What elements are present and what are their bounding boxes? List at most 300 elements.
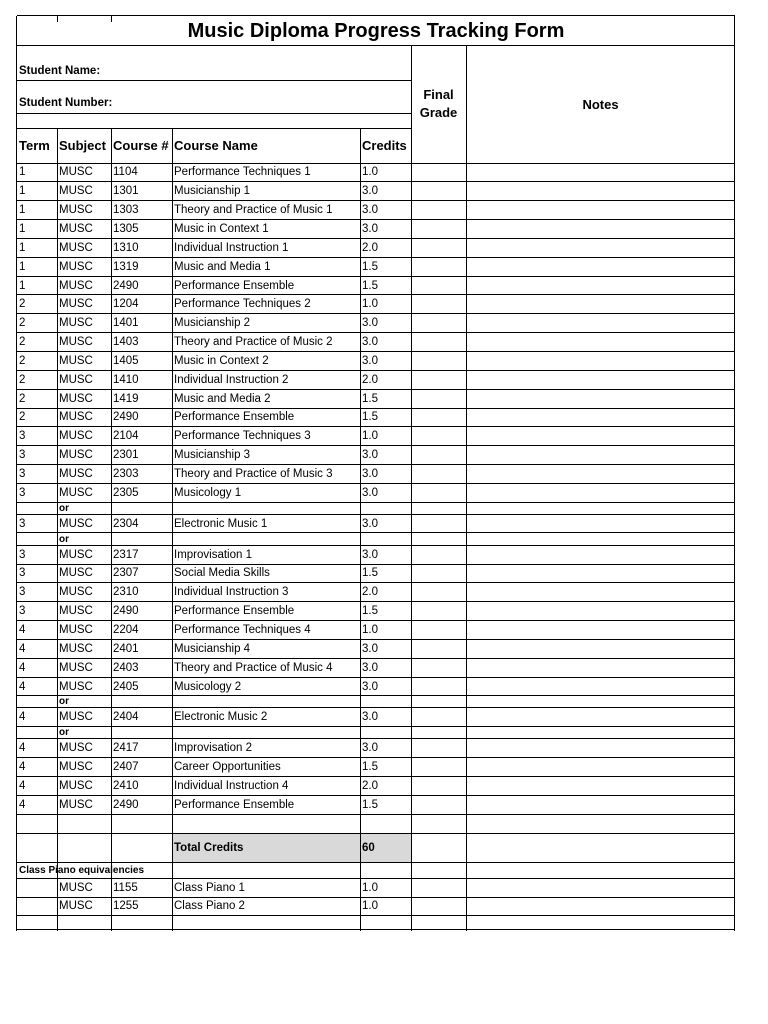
row-course-number: 2405 <box>113 680 139 693</box>
row-term: 3 <box>19 605 26 618</box>
row-notes-cell[interactable] <box>466 182 735 201</box>
row-rule <box>17 833 735 834</box>
row-course-number: 2305 <box>113 486 139 499</box>
row-term: 3 <box>19 586 26 599</box>
row-credits: 2.0 <box>362 241 378 254</box>
row-subject: MUSC <box>59 742 93 755</box>
row-term: 1 <box>19 279 26 292</box>
row-course-number: 2403 <box>113 661 139 674</box>
row-subject: MUSC <box>59 468 93 481</box>
row-notes-cell[interactable] <box>466 483 735 502</box>
row-course-number: 1301 <box>113 185 139 198</box>
or-separator: or <box>59 727 69 739</box>
row-credits: 3.0 <box>362 449 378 462</box>
row-term: 2 <box>19 298 26 311</box>
row-course-name: Musicology 2 <box>174 680 242 693</box>
row-rule <box>17 639 735 640</box>
piano-row-course-number: 1155 <box>113 881 138 894</box>
row-course-name: Musicianship 1 <box>174 185 251 198</box>
row-rule <box>17 878 735 879</box>
row-notes-cell[interactable] <box>466 446 735 465</box>
row-subject: MUSC <box>59 798 93 811</box>
row-final-grade-cell[interactable] <box>411 545 466 564</box>
row-rule <box>17 351 735 352</box>
row-course-number: 2303 <box>113 468 139 481</box>
row-rule <box>17 795 735 796</box>
row-notes-cell[interactable] <box>466 427 735 446</box>
row-notes-cell[interactable] <box>466 758 735 777</box>
row-course-number: 2307 <box>113 567 139 580</box>
row-term: 1 <box>19 204 26 217</box>
row-rule <box>17 163 735 164</box>
row-credits: 1.5 <box>362 567 378 580</box>
tracking-form-sheet <box>17 16 735 931</box>
row-term: 4 <box>19 680 26 693</box>
row-rule <box>17 532 735 533</box>
class-piano-label: Class Piano equivalencies <box>19 865 145 877</box>
row-notes-cell[interactable] <box>466 333 735 352</box>
row-course-number: 1405 <box>113 354 139 367</box>
row-credits: 1.0 <box>362 430 378 443</box>
row-subject: MUSC <box>59 336 93 349</box>
total-credits-label: Total Credits <box>174 841 244 854</box>
row-term: 2 <box>19 411 26 424</box>
row-subject: MUSC <box>59 354 93 367</box>
row-course-name: Musicianship 2 <box>174 317 251 330</box>
row-course-number: 2490 <box>113 411 139 424</box>
row-rule <box>17 862 735 863</box>
row-subject: MUSC <box>59 279 93 292</box>
row-subject: MUSC <box>59 260 93 273</box>
row-rule <box>17 445 735 446</box>
row-credits: 1.5 <box>362 279 378 292</box>
row-course-name: Musicianship 3 <box>174 449 251 462</box>
row-notes-cell[interactable] <box>466 639 735 658</box>
piano-row-subject: MUSC <box>59 900 93 913</box>
row-rule <box>17 915 735 916</box>
row-final-grade-cell[interactable] <box>411 795 466 814</box>
row-rule <box>17 897 735 898</box>
row-course-name: Theory and Practice of Music 4 <box>174 661 333 674</box>
row-notes-cell[interactable] <box>466 314 735 333</box>
column-rule <box>466 45 467 931</box>
row-notes-cell[interactable] <box>466 465 735 484</box>
row-credits: 3.0 <box>362 468 378 481</box>
row-rule <box>17 677 735 678</box>
row-course-number: 2204 <box>113 623 139 636</box>
row-final-grade-cell[interactable] <box>411 295 466 314</box>
row-final-grade-cell[interactable] <box>411 708 466 727</box>
row-final-grade-cell[interactable] <box>411 758 466 777</box>
row-credits: 3.0 <box>362 336 378 349</box>
row-course-name: Theory and Practice of Music 2 <box>174 336 333 349</box>
row-credits: 3.0 <box>362 222 378 235</box>
row-rule <box>17 502 735 503</box>
row-term: 3 <box>19 517 26 530</box>
row-notes-cell[interactable] <box>466 795 735 814</box>
row-credits: 2.0 <box>362 373 378 386</box>
row-course-name: Music in Context 1 <box>174 222 269 235</box>
column-rule <box>111 128 112 931</box>
row-rule <box>17 483 735 484</box>
row-credits: 3.0 <box>362 711 378 724</box>
column-rule <box>111 16 112 22</box>
row-course-number: 1403 <box>113 336 139 349</box>
row-course-number: 1401 <box>113 317 139 330</box>
row-credits: 2.0 <box>362 779 378 792</box>
row-rule <box>17 601 735 602</box>
row-final-grade-cell[interactable] <box>411 514 466 533</box>
row-term: 4 <box>19 742 26 755</box>
row-subject: MUSC <box>59 392 93 405</box>
row-subject: MUSC <box>59 204 93 217</box>
row-notes-cell[interactable] <box>466 163 735 182</box>
row-subject: MUSC <box>59 517 93 530</box>
row-rule <box>17 313 735 314</box>
row-credits: 3.0 <box>362 642 378 655</box>
row-notes-cell[interactable] <box>466 708 735 727</box>
row-rule <box>17 181 735 182</box>
row-term: 2 <box>19 373 26 386</box>
student-name-field[interactable] <box>127 50 407 80</box>
row-term: 4 <box>19 798 26 811</box>
column-header-term: Term <box>19 138 50 153</box>
row-rule <box>17 464 735 465</box>
row-term: 1 <box>19 166 26 179</box>
row-final-grade-cell[interactable] <box>411 276 466 295</box>
row-rule <box>17 219 735 220</box>
column-header-credits: Credits <box>362 138 407 153</box>
row-final-grade-cell[interactable] <box>411 333 466 352</box>
row-subject: MUSC <box>59 548 93 561</box>
piano-row-final-grade-cell[interactable] <box>411 897 466 916</box>
student-name-label: Student Name: <box>19 65 101 77</box>
row-notes-cell[interactable] <box>466 564 735 583</box>
row-notes-cell[interactable] <box>466 545 735 564</box>
row-term: 3 <box>19 430 26 443</box>
column-rule <box>172 128 173 931</box>
row-course-number: 2304 <box>113 517 139 530</box>
row-course-number: 2104 <box>113 430 139 443</box>
row-course-number: 1419 <box>113 392 139 405</box>
piano-row-course-number: 1255 <box>113 900 139 913</box>
row-rule <box>17 238 735 239</box>
row-rule <box>17 738 735 739</box>
row-credits: 3.0 <box>362 517 378 530</box>
row-rule <box>17 294 735 295</box>
row-credits: 3.0 <box>362 185 378 198</box>
row-course-name: Performance Techniques 4 <box>174 623 311 636</box>
row-rule <box>17 389 735 390</box>
row-subject: MUSC <box>59 298 93 311</box>
row-term: 4 <box>19 623 26 636</box>
row-course-name: Performance Ensemble <box>174 279 295 292</box>
row-term: 4 <box>19 642 26 655</box>
row-notes-cell[interactable] <box>466 408 735 427</box>
row-subject: MUSC <box>59 222 93 235</box>
row-final-grade-cell[interactable] <box>411 483 466 502</box>
row-subject: MUSC <box>59 373 93 386</box>
row-final-grade-cell[interactable] <box>411 658 466 677</box>
row-course-name: Performance Techniques 1 <box>174 166 311 179</box>
notes-header: Notes <box>582 97 619 112</box>
row-final-grade-cell[interactable] <box>411 220 466 239</box>
row-course-number: 2490 <box>113 279 139 292</box>
piano-row-course-name: Class Piano 1 <box>174 881 245 894</box>
piano-row-credits: 1.0 <box>362 900 378 913</box>
row-course-number: 1410 <box>113 373 139 386</box>
row-course-name: Individual Instruction 1 <box>174 241 289 254</box>
row-final-grade-cell[interactable] <box>411 389 466 408</box>
row-subject: MUSC <box>59 680 93 693</box>
row-course-name: Individual Instruction 3 <box>174 586 289 599</box>
row-course-name: Improvisation 2 <box>174 742 252 755</box>
row-course-name: Theory and Practice of Music 3 <box>174 468 333 481</box>
row-final-grade-cell[interactable] <box>411 446 466 465</box>
row-final-grade-cell[interactable] <box>411 314 466 333</box>
row-rule <box>17 113 411 114</box>
row-course-name: Music and Media 2 <box>174 392 271 405</box>
row-final-grade-cell[interactable] <box>411 465 466 484</box>
row-notes-cell[interactable] <box>466 514 735 533</box>
row-final-grade-cell[interactable] <box>411 238 466 257</box>
row-subject: MUSC <box>59 486 93 499</box>
row-course-name: Social Media Skills <box>174 567 270 580</box>
row-notes-cell[interactable] <box>466 602 735 621</box>
row-subject: MUSC <box>59 185 93 198</box>
row-subject: MUSC <box>59 711 93 724</box>
row-subject: MUSC <box>59 661 93 674</box>
row-notes-cell[interactable] <box>466 658 735 677</box>
row-course-number: 1204 <box>113 298 139 311</box>
row-credits: 1.0 <box>362 298 378 311</box>
column-rule <box>57 128 58 931</box>
column-rule <box>57 16 58 22</box>
row-final-grade-cell[interactable] <box>411 257 466 276</box>
row-course-number: 2410 <box>113 779 139 792</box>
row-final-grade-cell[interactable] <box>411 739 466 758</box>
row-final-grade-cell[interactable] <box>411 564 466 583</box>
row-course-name: Musicianship 4 <box>174 642 251 655</box>
row-credits: 3.0 <box>362 680 378 693</box>
column-rule <box>411 45 412 931</box>
row-notes-cell[interactable] <box>466 352 735 371</box>
row-final-grade-cell[interactable] <box>411 370 466 389</box>
row-rule <box>17 80 411 81</box>
row-term: 1 <box>19 185 26 198</box>
or-separator: or <box>59 533 69 545</box>
row-rule <box>17 695 735 696</box>
row-credits: 3.0 <box>362 742 378 755</box>
row-course-name: Theory and Practice of Music 1 <box>174 204 333 217</box>
row-course-name: Individual Instruction 4 <box>174 779 289 792</box>
row-subject: MUSC <box>59 430 93 443</box>
row-course-number: 2490 <box>113 605 139 618</box>
row-credits: 1.5 <box>362 411 378 424</box>
row-credits: 1.5 <box>362 605 378 618</box>
row-course-number: 2301 <box>113 449 139 462</box>
row-rule <box>17 332 735 333</box>
row-final-grade-cell[interactable] <box>411 408 466 427</box>
row-credits: 3.0 <box>362 661 378 674</box>
row-term: 3 <box>19 567 26 580</box>
row-credits: 1.0 <box>362 166 378 179</box>
row-notes-cell[interactable] <box>466 295 735 314</box>
row-final-grade-cell[interactable] <box>411 583 466 602</box>
student-number-label: Student Number: <box>19 97 113 109</box>
row-notes-cell[interactable] <box>466 583 735 602</box>
row-course-name: Electronic Music 2 <box>174 711 268 724</box>
row-course-number: 2404 <box>113 711 139 724</box>
row-final-grade-cell[interactable] <box>411 352 466 371</box>
row-notes-cell[interactable] <box>466 777 735 796</box>
row-subject: MUSC <box>59 317 93 330</box>
row-course-number: 1104 <box>113 166 138 179</box>
row-final-grade-cell[interactable] <box>411 427 466 446</box>
row-rule <box>17 370 735 371</box>
row-course-number: 2417 <box>113 742 139 755</box>
row-final-grade-cell[interactable] <box>411 621 466 640</box>
row-credits: 1.0 <box>362 623 378 636</box>
row-course-name: Performance Techniques 3 <box>174 430 311 443</box>
row-credits: 3.0 <box>362 317 378 330</box>
row-term: 4 <box>19 779 26 792</box>
row-course-number: 1319 <box>113 260 139 273</box>
row-credits: 1.5 <box>362 260 378 273</box>
or-separator: or <box>59 502 69 514</box>
row-course-number: 2317 <box>113 548 139 561</box>
row-rule <box>17 408 735 409</box>
row-final-grade-cell[interactable] <box>411 639 466 658</box>
row-subject: MUSC <box>59 567 93 580</box>
row-credits: 3.0 <box>362 354 378 367</box>
row-course-name: Electronic Music 1 <box>174 517 268 530</box>
row-term: 2 <box>19 354 26 367</box>
row-course-number: 1310 <box>113 241 139 254</box>
piano-row-course-name: Class Piano 2 <box>174 900 245 913</box>
row-credits: 2.0 <box>362 586 378 599</box>
row-rule <box>17 276 735 277</box>
final-grade-header: Final <box>423 87 454 102</box>
row-course-name: Performance Ensemble <box>174 411 295 424</box>
page-title: Music Diploma Progress Tracking Form <box>187 20 565 42</box>
row-rule <box>17 726 735 727</box>
row-term: 2 <box>19 336 26 349</box>
row-term: 2 <box>19 392 26 405</box>
row-credits: 3.0 <box>362 548 378 561</box>
row-course-number: 1305 <box>113 222 139 235</box>
row-final-grade-cell[interactable] <box>411 201 466 220</box>
row-notes-cell[interactable] <box>466 621 735 640</box>
row-rule <box>17 814 735 815</box>
row-term: 3 <box>19 468 26 481</box>
row-course-name: Music and Media 1 <box>174 260 271 273</box>
row-course-number: 2401 <box>113 642 139 655</box>
row-term: 4 <box>19 761 26 774</box>
row-term: 4 <box>19 711 26 724</box>
row-course-name: Career Opportunities <box>174 761 281 774</box>
row-rule <box>17 426 735 427</box>
row-term: 1 <box>19 260 26 273</box>
or-separator: or <box>59 696 69 708</box>
row-rule <box>17 128 411 129</box>
row-subject: MUSC <box>59 642 93 655</box>
row-final-grade-cell[interactable] <box>411 602 466 621</box>
piano-row-subject: MUSC <box>59 881 93 894</box>
row-rule <box>17 620 735 621</box>
piano-row-notes-cell[interactable] <box>466 878 735 897</box>
row-notes-cell[interactable] <box>466 220 735 239</box>
row-rule <box>17 776 735 777</box>
column-header-subject: Subject <box>59 138 106 153</box>
row-course-number: 2407 <box>113 761 139 774</box>
row-credits: 3.0 <box>362 204 378 217</box>
row-notes-cell[interactable] <box>466 370 735 389</box>
row-term: 2 <box>19 317 26 330</box>
row-notes-cell[interactable] <box>466 201 735 220</box>
row-course-name: Performance Techniques 2 <box>174 298 311 311</box>
column-rule <box>360 128 361 931</box>
piano-row-final-grade-cell[interactable] <box>411 878 466 897</box>
row-rule <box>17 514 735 515</box>
row-subject: MUSC <box>59 166 93 179</box>
row-course-name: Musicology 1 <box>174 486 242 499</box>
row-rule <box>17 582 735 583</box>
piano-row-credits: 1.0 <box>362 881 378 894</box>
column-header-course-number: Course # <box>113 138 169 153</box>
row-notes-cell[interactable] <box>466 389 735 408</box>
row-course-name: Music in Context 2 <box>174 354 269 367</box>
row-credits: 3.0 <box>362 486 378 499</box>
row-notes-cell[interactable] <box>466 238 735 257</box>
row-course-number: 2490 <box>113 798 139 811</box>
row-notes-cell[interactable] <box>466 276 735 295</box>
row-course-name: Individual Instruction 2 <box>174 373 289 386</box>
row-rule <box>17 15 735 16</box>
row-subject: MUSC <box>59 449 93 462</box>
row-term: 1 <box>19 241 26 254</box>
row-rule <box>17 658 735 659</box>
row-rule <box>17 545 735 546</box>
row-credits: 1.5 <box>362 798 378 811</box>
row-term: 1 <box>19 222 26 235</box>
row-notes-cell[interactable] <box>466 257 735 276</box>
row-rule <box>17 757 735 758</box>
row-course-name: Performance Ensemble <box>174 605 295 618</box>
row-credits: 1.5 <box>362 761 378 774</box>
row-term: 3 <box>19 486 26 499</box>
row-notes-cell[interactable] <box>466 677 735 696</box>
row-course-number: 2310 <box>113 586 139 599</box>
row-notes-cell[interactable] <box>466 739 735 758</box>
row-final-grade-cell[interactable] <box>411 182 466 201</box>
row-subject: MUSC <box>59 761 93 774</box>
row-subject: MUSC <box>59 623 93 636</box>
piano-row-notes-cell[interactable] <box>466 897 735 916</box>
row-final-grade-cell[interactable] <box>411 777 466 796</box>
row-final-grade-cell[interactable] <box>411 163 466 182</box>
row-rule <box>17 707 735 708</box>
row-rule <box>17 929 735 930</box>
row-course-number: 1303 <box>113 204 139 217</box>
row-course-name: Performance Ensemble <box>174 798 295 811</box>
row-term: 3 <box>19 548 26 561</box>
column-header-course-name: Course Name <box>174 138 258 153</box>
student-number-field[interactable] <box>147 82 407 112</box>
row-credits: 1.5 <box>362 392 378 405</box>
row-term: 4 <box>19 661 26 674</box>
row-final-grade-cell[interactable] <box>411 677 466 696</box>
